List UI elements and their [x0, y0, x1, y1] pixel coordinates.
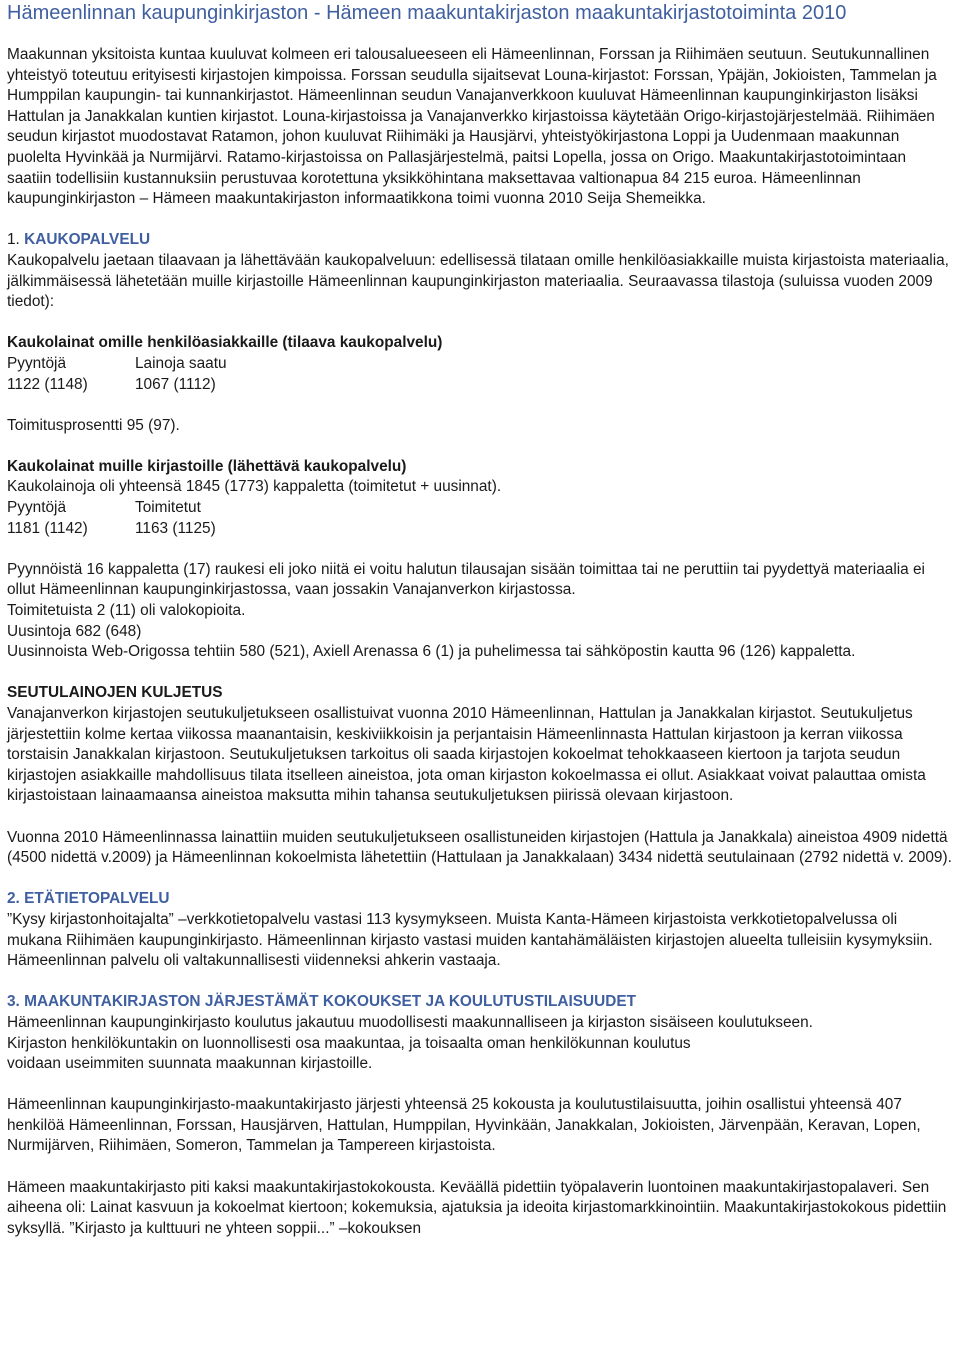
section-2-text: ”Kysy kirjastonhoitajalta” –verkkotietopalvelu vastasi 113 kysymykseen. Muista Kanta-Hämeen kirjastoista verkkotietopalvelussa oli mukana Riihimäen kaupunginkirjasto. Hämeenlinnan kirjasto vastasi muiden kantahämäläisten kirjastojen alueelta tulleisiin kysymyksiin. Hämeenlinnan palvelu oli valtakunnallisesti viidenneksi ahkerin vastaaja. [7, 910, 933, 970]
spacer [7, 210, 952, 231]
spacer [7, 436, 952, 457]
own-loans-heading: Kaukolainat omille henkilöasiakkaille (tilaava kaukopalvelu) [7, 334, 443, 352]
other-loans-renewal-channels: Uusinnoista Web-Origossa tehtiin 580 (521), Axiell Arenassa 6 (1) ja puhelimessa tai sähköpostin kautta 96 (126) kappaletta. [7, 643, 856, 661]
other-loans-header-row [7, 498, 952, 519]
section-3-line-1: Hämeenlinnan kaupunginkirjasto koulutus jakautuu muodollisesti maakunnalliseen ja kirjaston sisäiseen koulutukseen. [7, 1013, 813, 1031]
spacer [7, 313, 952, 334]
other-col-requests: Pyyntöjä [7, 499, 67, 517]
spacer [7, 539, 952, 560]
other-loans-cancelled: Pyynnöistä 16 kappaletta (17) raukesi eli joko niitä ei voitu halutun tilausajan sisään toimittaa tai ne peruttiin tai pyydettyä materiaalia ei ollut Hämeenlinnan kaupunginkirjastossa, vaan jossakin Vanajanverkon kirjastossa. [7, 560, 925, 599]
spacer [7, 395, 952, 416]
regional-transport-p1: Vanajanverkon kirjastojen seutukuljetukseen osallistuivat vuonna 2010 Hämeenlinnan, Hattulan ja Janakkalan kirjastot. Seutukuljetus järjestettiin kolme kertaa viikossa maanantaisin, keskiviikkoisin ja perjantaisin Hämeenlinnasta Hattulan kirjastoon ja kerran viikossa torstaisin Janakkalan kirjastoon. Seutukuljetuksen tarkoitus oli saada kirjastojen kokoelmat tehokkaaseen kiertoon ja tarjota seudun kirjastojen asiakkaille mahdollisuus tilata itselleen aineistoa, jota oman kirjaston kokoelmassa ei ollut. Asiakkaat voivat palauttaa omista kirjastoistaan lainaamaansa aineistoa maksutta mihin tahansa seutukuljetuksen piirissä olevaan kirjastoon. [7, 705, 926, 805]
section-1-text: Kaukopalvelu jaetaan tilaavaan ja lähettävään kaukopalveluun: edellisessä tilataan omille henkilöasiakkaille muista kirjastoista materiaalia, jälkimmäisessä lähetetään muille kirjastoille Hämeenlinnan kaupunginkirjaston materiaalia. Seuraavassa tilastoja (suluissa vuoden 2009 tiedot): [7, 251, 949, 311]
section-1-heading [7, 230, 952, 251]
spacer [7, 1157, 952, 1178]
other-loans-value-row [7, 519, 952, 540]
regional-transport-heading: SEUTULAINOJEN KULJETUS [7, 684, 223, 702]
section-3-title: MAAKUNTAKIRJASTON JÄRJESTÄMÄT KOKOUKSET JA KOULUTUSTILAISUUDET [24, 993, 637, 1011]
other-loans-renewals: Uusintoja 682 (648) [7, 622, 142, 640]
section-1-number: 1. [7, 231, 20, 249]
other-val-delivered: 1163 (1125) [135, 519, 216, 537]
section-1-title: KAUKOPALVELU [24, 231, 151, 249]
section-3-line-2: Kirjaston henkilökuntakin on luonnollisesti osa maakuntaa, ja toisaalta oman henkilökunnan koulutus [7, 1034, 691, 1052]
own-val-received: 1067 (1112) [135, 375, 216, 393]
delivery-percentage: Toimitusprosentti 95 (97). [7, 416, 180, 434]
section-2-title: ETÄTIETOPALVELU [24, 890, 170, 908]
intro-paragraph: Maakunnan yksitoista kuntaa kuuluvat kolmeen eri talousalueeseen eli Hämeenlinnan, Forssan ja Riihimäen seutuun. Seutukunnallinen yhteistyö toteutuu erityisesti kirjastojen kimpoissa. Forssan seudulla sijaitsevat Louna-kirjastot: Forssan, Ypäjän, Jokioisten, Tammelan ja Humppilan kaupungin- tai kunnankirjastot. Hämeenlinnan seudun Vanajanverkkoon kuuluvat Hämeenlinnan kaupunginkirjaston lisäksi Hattulan ja Janakkalan kuntien kirjastot. Louna-kirjastoissa ja Vanajanverkko kirjastoissa käytetään Origo-kirjastojärjestelmää. Riihimäen seudun kirjastot muodostavat Ratamon, johon kuuluvat Riihimäki ja Hausjärvi, yhteistyökirjastona Loppi ja Uudenmaan maakunnan puolelta Hyvinkää ja Nurmijärvi. Ratamo-kirjastoissa on Pallasjärjestelmä, paitsi Lopella, jossa on Origo. Maakuntakirjastotoimintaan saatiin todellisiin kustannuksiin perustuvaa korotettuna yksikköhintana maksettavaa valtionapua 84 215 euroa. Hämeenlinnan kaupunginkirjaston – Hämeen maakuntakirjaston informaatikkona toimi vuonna 2010 Seija Shemeikka. [7, 46, 937, 208]
section-3-line-3: voidaan useimmiten suunnata maakunnan kirjastoille. [7, 1055, 373, 1073]
section-3-number: 3. [7, 993, 20, 1011]
own-val-requests: 1122 (1148) [7, 375, 88, 393]
other-col-delivered: Toimitetut [135, 499, 201, 517]
spacer [7, 972, 952, 993]
spacer [7, 1075, 952, 1096]
other-loans-heading: Kaukolainat muille kirjastoille (lähettävä kaukopalvelu) [7, 457, 407, 475]
section-3-heading [7, 992, 952, 1013]
own-loans-header-row [7, 354, 952, 375]
section-2-number: 2. [7, 890, 20, 908]
other-loans-photocopies: Toimitetuista 2 (11) oli valokopioita. [7, 602, 246, 620]
other-val-requests: 1181 (1142) [7, 519, 88, 537]
spacer [7, 663, 952, 684]
spacer [7, 869, 952, 890]
section-3-p3: Hämeen maakuntakirjasto piti kaksi maakuntakirjastokokousta. Keväällä pidettiin työpalaverin luontoinen maakuntakirjastopalaveri. Sen aiheena oli: Lainat kasvuun ja kokoelmat kiertoon; kokemuksia, ajatuksia ja ideoita kirjastomarkkinointiin. Maakuntakirjastokokous pidettiin syksyllä. ”Kirjasto ja kulttuuri ne yhteen soppii...” –kokouksen [7, 1178, 947, 1237]
own-col-requests: Pyyntöjä [7, 354, 67, 372]
section-2-heading [7, 889, 952, 910]
other-loans-total: Kaukolainoja oli yhteensä 1845 (1773) kappaletta (toimitetut + uusinnat). [7, 478, 502, 496]
regional-transport-p2: Vuonna 2010 Hämeenlinnassa lainattiin muiden seutukuljetukseen osallistuneiden kirjastojen (Hattula ja Janakkala) aineistoa 4909 nidettä (4500 nidettä v.2009) ja Hämeenlinnan kokoelmista lähetettiin (Hattulaan ja Janakkalaan) 3434 nidettä seutulainaan (2792 nidettä v. 2009). [7, 828, 952, 867]
own-loans-value-row [7, 375, 952, 396]
spacer [7, 807, 952, 828]
section-3-p2: Hämeenlinnan kaupunginkirjasto-maakuntakirjasto järjesti yhteensä 25 kokousta ja koulutustilaisuutta, joihin osallistui yhteensä 407 henkilöä Hämeenlinnan, Forssan, Hausjärven, Hattulan, Humppilan, Hyvinkään, Janakkalan, Jokioisten, Järvenpään, Keravan, Lopen, Nurmijärven, Riihimäen, Someron, Tammelan ja Tampereen kirjastoista. [7, 1096, 921, 1155]
own-col-received: Lainoja saatu [135, 354, 227, 372]
document-title: Hämeenlinnan kaupunginkirjaston - Hämeen maakuntakirjaston maakuntakirjastotoiminta 2010 [7, 2, 847, 24]
